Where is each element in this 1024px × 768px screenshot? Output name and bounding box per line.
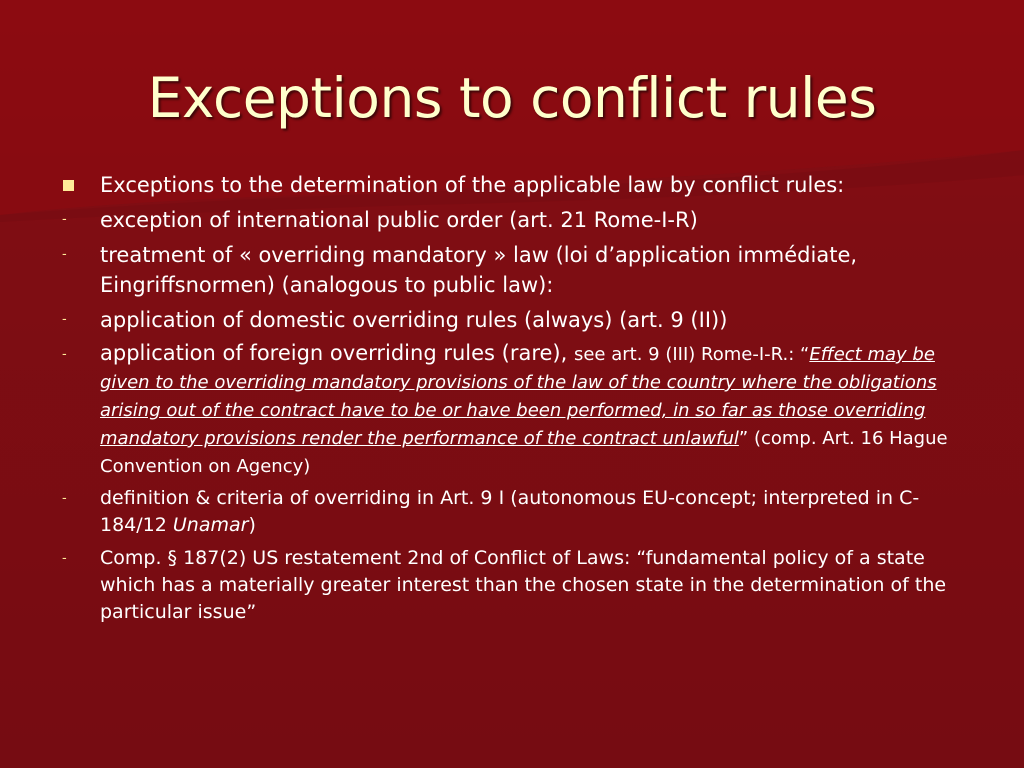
bullet-overriding-treatment-text: treatment of « overriding mandatory » law (loi d’application immédiate, Eingriffsnormen) (analogous to public law): [100, 243, 858, 297]
definition-text: definition & criteria of overriding in Art. 9 I (autonomous EU-concept; interpreted in C-184/12 [100, 487, 920, 536]
article-quote: Effect may be given to the overriding mandatory provisions of the law of the country where the obligations arising out of the contract have to be or have been performed, in so far as those overriding mandatory provisions render the performance of the contract unlawful [100, 344, 937, 449]
bullet-public-order-text: exception of international public order (art. 21 Rome-I-R) [100, 208, 698, 232]
dash-bullet-icon: - [62, 247, 67, 262]
dash-bullet-icon: - [62, 491, 67, 506]
bullet-us-restatement [58, 545, 963, 626]
foreign-overriding-tail: ” (comp. Art. 16 Hague Convention on Agency) [100, 428, 948, 477]
dash-bullet-icon: - [62, 212, 67, 227]
foreign-overriding-lead: application of foreign overriding rules (rare), [100, 341, 574, 365]
bullet-overriding-treatment [58, 240, 963, 300]
square-bullet-icon [63, 180, 74, 191]
definition-close: ) [248, 514, 256, 536]
bullet-foreign-overriding [58, 340, 963, 480]
bullet-domestic-overriding [58, 305, 963, 335]
bullet-definition [58, 485, 963, 539]
dash-bullet-icon: - [62, 347, 67, 362]
case-name: Unamar [172, 514, 249, 536]
bullet-domestic-overriding-text: application of domestic overriding rules (always) (art. 9 (II)) [100, 308, 728, 332]
dash-bullet-icon: - [62, 312, 67, 327]
bullet-list [58, 170, 963, 632]
bullet-us-restatement-text: Comp. § 187(2) US restatement 2nd of Conflict of Laws: “fundamental policy of a state which has a materially greater interest than the chosen state in the determination of the particular issue” [100, 547, 947, 623]
bullet-intro [58, 170, 963, 200]
foreign-overriding-see: see art. 9 (III) Rome-I-R.: “ [573, 344, 810, 365]
slide-title: Exceptions to conflict rules [147, 66, 877, 130]
bullet-intro-text: Exceptions to the determination of the applicable law by conflict rules: [100, 173, 845, 197]
dash-bullet-icon: - [62, 551, 67, 566]
bullet-foreign-overriding-text [100, 340, 963, 480]
bullet-definition-text [100, 485, 963, 539]
bullet-public-order [58, 205, 963, 235]
